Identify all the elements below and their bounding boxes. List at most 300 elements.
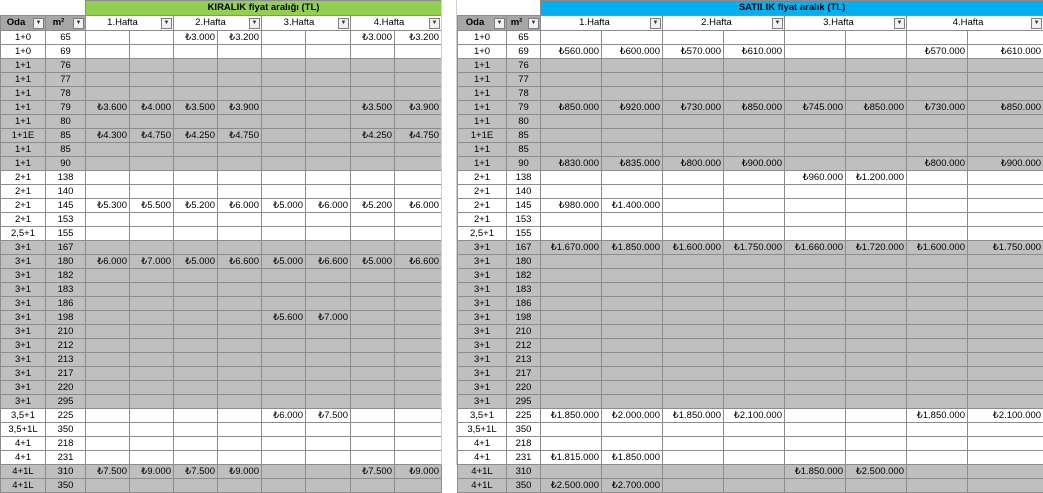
min-price-cell[interactable] [541,59,602,73]
max-price-cell[interactable] [306,31,351,45]
min-price-cell[interactable] [262,143,306,157]
min-price-cell[interactable]: ₺830.000 [541,157,602,171]
max-price-cell[interactable]: ₺6.600 [395,255,442,269]
min-price-cell[interactable] [262,185,306,199]
max-price-cell[interactable]: ₺2.100.000 [724,409,785,423]
max-price-cell[interactable] [130,451,174,465]
min-price-cell[interactable] [785,381,846,395]
min-price-cell[interactable]: ₺3.500 [174,101,218,115]
area-cell[interactable]: 295 [46,395,86,409]
room-type-cell[interactable]: 3+1 [1,311,46,325]
min-price-cell[interactable] [541,255,602,269]
max-price-cell[interactable] [130,59,174,73]
max-price-cell[interactable] [218,353,262,367]
room-type-cell[interactable]: 4+1L [1,465,46,479]
max-price-cell[interactable] [846,73,907,87]
min-price-cell[interactable] [541,87,602,101]
max-price-cell[interactable] [602,367,663,381]
room-type-cell[interactable]: 1+1 [1,59,46,73]
room-type-cell[interactable]: 3+1 [458,325,507,339]
max-price-cell[interactable]: ₺1.750.000 [968,241,1043,255]
max-price-cell[interactable] [395,451,442,465]
max-price-cell[interactable] [968,185,1043,199]
max-price-cell[interactable] [130,437,174,451]
min-price-cell[interactable]: ₺5.000 [174,255,218,269]
max-price-cell[interactable] [602,353,663,367]
area-cell[interactable]: 140 [46,185,86,199]
min-price-cell[interactable] [541,269,602,283]
max-price-cell[interactable] [968,311,1043,325]
min-price-cell[interactable] [785,353,846,367]
area-cell[interactable]: 140 [507,185,541,199]
max-price-cell[interactable] [602,115,663,129]
max-price-cell[interactable] [130,143,174,157]
min-price-cell[interactable] [541,143,602,157]
column-header-oda[interactable] [458,16,507,31]
min-price-cell[interactable] [174,157,218,171]
min-price-cell[interactable] [262,227,306,241]
max-price-cell[interactable] [724,297,785,311]
filter-dropdown-icon[interactable]: ▼ [338,18,349,29]
max-price-cell[interactable] [218,143,262,157]
min-price-cell[interactable] [174,311,218,325]
filter-dropdown-icon[interactable]: ▼ [33,18,44,29]
max-price-cell[interactable] [724,129,785,143]
min-price-cell[interactable] [907,31,968,45]
min-price-cell[interactable]: ₺6.000 [86,255,130,269]
max-price-cell[interactable] [130,227,174,241]
room-type-cell[interactable]: 3+1 [1,395,46,409]
max-price-cell[interactable] [395,157,442,171]
max-price-cell[interactable] [724,185,785,199]
max-price-cell[interactable] [968,353,1043,367]
max-price-cell[interactable]: ₺3.900 [218,101,262,115]
max-price-cell[interactable] [846,143,907,157]
area-cell[interactable]: 225 [46,409,86,423]
area-cell[interactable]: 180 [46,255,86,269]
max-price-cell[interactable] [395,437,442,451]
min-price-cell[interactable] [907,185,968,199]
area-cell[interactable]: 85 [46,143,86,157]
max-price-cell[interactable] [968,269,1043,283]
min-price-cell[interactable]: ₺570.000 [663,45,724,59]
max-price-cell[interactable] [130,339,174,353]
room-type-cell[interactable]: 1+1 [458,143,507,157]
min-price-cell[interactable] [262,465,306,479]
min-price-cell[interactable] [86,185,130,199]
min-price-cell[interactable] [785,87,846,101]
min-price-cell[interactable]: ₺1.850.000 [907,409,968,423]
min-price-cell[interactable] [907,479,968,493]
min-price-cell[interactable] [86,311,130,325]
min-price-cell[interactable] [262,157,306,171]
min-price-cell[interactable] [86,59,130,73]
max-price-cell[interactable] [724,479,785,493]
min-price-cell[interactable] [262,171,306,185]
area-cell[interactable]: 217 [46,367,86,381]
max-price-cell[interactable] [968,199,1043,213]
min-price-cell[interactable] [541,395,602,409]
area-cell[interactable]: 138 [507,171,541,185]
min-price-cell[interactable] [86,241,130,255]
max-price-cell[interactable] [846,409,907,423]
max-price-cell[interactable]: ₺600.000 [602,45,663,59]
min-price-cell[interactable] [663,59,724,73]
min-price-cell[interactable]: ₺4.250 [351,129,395,143]
min-price-cell[interactable] [541,227,602,241]
min-price-cell[interactable]: ₺3.000 [351,31,395,45]
max-price-cell[interactable] [968,479,1043,493]
min-price-cell[interactable] [351,171,395,185]
max-price-cell[interactable] [306,143,351,157]
min-price-cell[interactable] [785,157,846,171]
max-price-cell[interactable] [968,143,1043,157]
max-price-cell[interactable] [130,367,174,381]
max-price-cell[interactable]: ₺610.000 [968,45,1043,59]
min-price-cell[interactable]: ₺5.600 [262,311,306,325]
min-price-cell[interactable] [262,87,306,101]
min-price-cell[interactable] [663,143,724,157]
max-price-cell[interactable] [724,227,785,241]
room-type-cell[interactable]: 4+1L [458,479,507,493]
room-type-cell[interactable]: 3+1 [458,311,507,325]
max-price-cell[interactable] [602,255,663,269]
max-price-cell[interactable]: ₺1.850.000 [602,241,663,255]
max-price-cell[interactable] [130,311,174,325]
area-cell[interactable]: 79 [46,101,86,115]
area-cell[interactable]: 220 [46,381,86,395]
max-price-cell[interactable]: ₺4.750 [130,129,174,143]
max-price-cell[interactable] [968,325,1043,339]
max-price-cell[interactable] [218,437,262,451]
min-price-cell[interactable]: ₺3.000 [174,31,218,45]
max-price-cell[interactable]: ₺6.000 [306,199,351,213]
min-price-cell[interactable]: ₺1.850.000 [541,409,602,423]
max-price-cell[interactable] [968,73,1043,87]
max-price-cell[interactable]: ₺1.400.000 [602,199,663,213]
min-price-cell[interactable] [262,297,306,311]
area-cell[interactable]: 90 [46,157,86,171]
room-type-cell[interactable]: 1+1 [458,87,507,101]
max-price-cell[interactable] [306,283,351,297]
min-price-cell[interactable] [174,269,218,283]
min-price-cell[interactable] [262,325,306,339]
min-price-cell[interactable] [663,437,724,451]
min-price-cell[interactable] [785,423,846,437]
max-price-cell[interactable] [724,353,785,367]
max-price-cell[interactable] [602,59,663,73]
max-price-cell[interactable] [130,115,174,129]
min-price-cell[interactable]: ₺5.000 [262,255,306,269]
min-price-cell[interactable] [541,339,602,353]
min-price-cell[interactable] [262,73,306,87]
max-price-cell[interactable] [724,325,785,339]
min-price-cell[interactable] [351,115,395,129]
max-price-cell[interactable]: ₺850.000 [724,101,785,115]
area-cell[interactable]: 153 [46,213,86,227]
min-price-cell[interactable] [663,451,724,465]
area-cell[interactable]: 310 [46,465,86,479]
min-price-cell[interactable]: ₺745.000 [785,101,846,115]
area-cell[interactable]: 198 [46,311,86,325]
room-type-cell[interactable]: 3+1 [1,255,46,269]
min-price-cell[interactable] [262,423,306,437]
min-price-cell[interactable] [907,213,968,227]
max-price-cell[interactable] [846,297,907,311]
max-price-cell[interactable] [724,199,785,213]
min-price-cell[interactable] [785,283,846,297]
min-price-cell[interactable] [174,395,218,409]
filter-dropdown-icon[interactable]: ▼ [1031,18,1042,29]
min-price-cell[interactable] [663,297,724,311]
max-price-cell[interactable] [602,171,663,185]
max-price-cell[interactable] [130,171,174,185]
min-price-cell[interactable] [86,381,130,395]
max-price-cell[interactable]: ₺1.200.000 [846,171,907,185]
max-price-cell[interactable] [968,381,1043,395]
area-cell[interactable]: 295 [507,395,541,409]
column-header-week-4[interactable] [907,16,1043,31]
max-price-cell[interactable] [306,171,351,185]
area-cell[interactable]: 65 [507,31,541,45]
max-price-cell[interactable]: ₺1.750.000 [724,241,785,255]
room-type-cell[interactable]: 2+1 [1,199,46,213]
max-price-cell[interactable] [218,87,262,101]
min-price-cell[interactable] [785,325,846,339]
min-price-cell[interactable] [174,451,218,465]
max-price-cell[interactable] [218,409,262,423]
min-price-cell[interactable] [174,87,218,101]
max-price-cell[interactable] [306,297,351,311]
max-price-cell[interactable] [395,143,442,157]
room-type-cell[interactable]: 2+1 [1,185,46,199]
max-price-cell[interactable] [724,255,785,269]
area-cell[interactable]: 78 [507,87,541,101]
max-price-cell[interactable] [218,213,262,227]
min-price-cell[interactable] [541,353,602,367]
room-type-cell[interactable]: 1+1 [1,87,46,101]
max-price-cell[interactable] [602,129,663,143]
min-price-cell[interactable] [262,115,306,129]
max-price-cell[interactable] [306,73,351,87]
max-price-cell[interactable] [130,269,174,283]
min-price-cell[interactable] [262,31,306,45]
area-cell[interactable]: 186 [46,297,86,311]
max-price-cell[interactable] [395,325,442,339]
max-price-cell[interactable] [306,367,351,381]
room-type-cell[interactable]: 3+1 [1,283,46,297]
min-price-cell[interactable] [86,437,130,451]
max-price-cell[interactable] [968,437,1043,451]
area-cell[interactable]: 212 [507,339,541,353]
area-cell[interactable]: 76 [46,59,86,73]
min-price-cell[interactable]: ₺7.500 [86,465,130,479]
min-price-cell[interactable] [663,199,724,213]
room-type-cell[interactable]: 2+1 [458,185,507,199]
max-price-cell[interactable] [130,185,174,199]
max-price-cell[interactable] [218,59,262,73]
max-price-cell[interactable] [395,73,442,87]
min-price-cell[interactable] [785,339,846,353]
room-type-cell[interactable]: 2+1 [458,199,507,213]
column-header-week-4[interactable] [351,16,442,31]
min-price-cell[interactable] [174,73,218,87]
min-price-cell[interactable] [541,213,602,227]
room-type-cell[interactable]: 3+1 [458,381,507,395]
max-price-cell[interactable] [306,269,351,283]
min-price-cell[interactable]: ₺560.000 [541,45,602,59]
max-price-cell[interactable] [395,283,442,297]
max-price-cell[interactable] [968,297,1043,311]
min-price-cell[interactable] [174,297,218,311]
max-price-cell[interactable] [602,283,663,297]
area-cell[interactable]: 85 [507,129,541,143]
room-type-cell[interactable]: 1+1 [458,59,507,73]
min-price-cell[interactable] [663,31,724,45]
min-price-cell[interactable] [351,339,395,353]
max-price-cell[interactable] [846,185,907,199]
room-type-cell[interactable]: 3+1 [1,269,46,283]
min-price-cell[interactable] [86,283,130,297]
min-price-cell[interactable] [907,87,968,101]
max-price-cell[interactable] [218,45,262,59]
max-price-cell[interactable] [724,73,785,87]
min-price-cell[interactable] [907,353,968,367]
min-price-cell[interactable] [174,381,218,395]
area-cell[interactable]: 218 [46,437,86,451]
filter-dropdown-icon[interactable]: ▼ [894,18,905,29]
room-type-cell[interactable]: 4+1 [1,437,46,451]
min-price-cell[interactable] [174,353,218,367]
min-price-cell[interactable]: ₺2.500.000 [541,479,602,493]
min-price-cell[interactable] [663,227,724,241]
max-price-cell[interactable] [130,479,174,493]
min-price-cell[interactable]: ₺5.200 [351,199,395,213]
min-price-cell[interactable] [174,45,218,59]
min-price-cell[interactable] [907,367,968,381]
min-price-cell[interactable] [262,437,306,451]
min-price-cell[interactable] [351,325,395,339]
max-price-cell[interactable] [602,339,663,353]
min-price-cell[interactable] [351,479,395,493]
min-price-cell[interactable] [351,157,395,171]
min-price-cell[interactable] [86,423,130,437]
max-price-cell[interactable] [395,353,442,367]
min-price-cell[interactable] [351,87,395,101]
max-price-cell[interactable] [395,269,442,283]
max-price-cell[interactable] [968,423,1043,437]
min-price-cell[interactable] [351,185,395,199]
min-price-cell[interactable] [907,381,968,395]
room-type-cell[interactable]: 3+1 [1,325,46,339]
max-price-cell[interactable]: ₺4.000 [130,101,174,115]
max-price-cell[interactable]: ₺1.850.000 [602,451,663,465]
max-price-cell[interactable]: ₺4.750 [218,129,262,143]
max-price-cell[interactable] [130,283,174,297]
room-type-cell[interactable]: 2,5+1 [1,227,46,241]
max-price-cell[interactable] [395,311,442,325]
min-price-cell[interactable] [785,395,846,409]
max-price-cell[interactable] [724,367,785,381]
min-price-cell[interactable] [663,339,724,353]
min-price-cell[interactable] [86,115,130,129]
max-price-cell[interactable] [218,297,262,311]
max-price-cell[interactable] [724,171,785,185]
max-price-cell[interactable] [218,311,262,325]
area-cell[interactable]: 153 [507,213,541,227]
filter-dropdown-icon[interactable]: ▼ [528,18,539,29]
max-price-cell[interactable] [968,255,1043,269]
room-type-cell[interactable]: 2,5+1 [458,227,507,241]
min-price-cell[interactable] [785,255,846,269]
min-price-cell[interactable] [86,395,130,409]
min-price-cell[interactable]: ₺960.000 [785,171,846,185]
max-price-cell[interactable] [846,395,907,409]
max-price-cell[interactable] [130,241,174,255]
max-price-cell[interactable]: ₺850.000 [846,101,907,115]
min-price-cell[interactable] [351,367,395,381]
min-price-cell[interactable] [174,479,218,493]
max-price-cell[interactable] [846,325,907,339]
area-cell[interactable]: 69 [507,45,541,59]
filter-dropdown-icon[interactable]: ▼ [161,18,172,29]
column-header-m2[interactable] [507,16,541,31]
max-price-cell[interactable] [218,241,262,255]
min-price-cell[interactable] [86,213,130,227]
max-price-cell[interactable] [724,451,785,465]
min-price-cell[interactable] [663,73,724,87]
max-price-cell[interactable] [130,157,174,171]
max-price-cell[interactable] [724,269,785,283]
max-price-cell[interactable] [968,171,1043,185]
max-price-cell[interactable] [395,115,442,129]
min-price-cell[interactable] [785,31,846,45]
min-price-cell[interactable] [907,325,968,339]
max-price-cell[interactable] [968,115,1043,129]
min-price-cell[interactable]: ₺4.300 [86,129,130,143]
max-price-cell[interactable] [968,465,1043,479]
max-price-cell[interactable] [968,227,1043,241]
min-price-cell[interactable]: ₺1.670.000 [541,241,602,255]
min-price-cell[interactable] [351,45,395,59]
max-price-cell[interactable] [395,381,442,395]
min-price-cell[interactable] [86,409,130,423]
min-price-cell[interactable] [785,73,846,87]
min-price-cell[interactable] [262,353,306,367]
room-type-cell[interactable]: 3,5+1L [458,423,507,437]
max-price-cell[interactable] [968,367,1043,381]
max-price-cell[interactable]: ₺3.200 [395,31,442,45]
max-price-cell[interactable]: ₺6.000 [218,199,262,213]
min-price-cell[interactable] [907,143,968,157]
max-price-cell[interactable]: ₺1.720.000 [846,241,907,255]
room-type-cell[interactable]: 2+1 [1,213,46,227]
room-type-cell[interactable]: 3+1 [1,381,46,395]
max-price-cell[interactable] [306,59,351,73]
min-price-cell[interactable]: ₺5.000 [262,199,306,213]
room-type-cell[interactable]: 1+1 [458,115,507,129]
min-price-cell[interactable]: ₺4.250 [174,129,218,143]
min-price-cell[interactable] [541,437,602,451]
min-price-cell[interactable] [86,479,130,493]
min-price-cell[interactable] [174,185,218,199]
room-type-cell[interactable]: 3+1 [1,297,46,311]
min-price-cell[interactable] [663,255,724,269]
area-cell[interactable]: 350 [46,479,86,493]
area-cell[interactable]: 182 [507,269,541,283]
min-price-cell[interactable] [663,171,724,185]
min-price-cell[interactable] [174,437,218,451]
